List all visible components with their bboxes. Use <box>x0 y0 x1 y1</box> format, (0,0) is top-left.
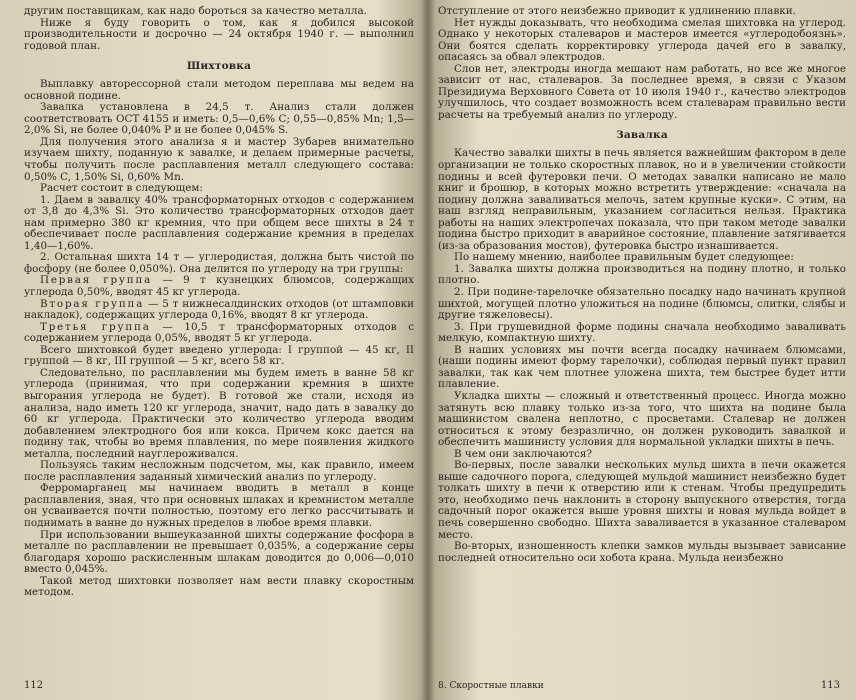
paragraph: 2. Остальная шихта 14 т — углеродистая, должна быть чистой по фосфору (не более 0,050%). Она делится по углероду на три группы: <box>24 251 414 275</box>
group-text: — 9 т кузнецких блюмсов, содержащих углерода 0,50%, вводят 45 кг углерода. <box>24 274 414 299</box>
paragraph: Качество завалки шихты в печь является важнейшим фактором в деле организации не только скоростных плавок, но и в увеличении стойкости подины и всей футеровки печи. О методах завалки написано не мало книг и брошюр, в которых можно встретить утверждение: «сначала на подину должна заваливаться мелочь, затем крупные куски». С этим, на наш взгляд неправильным, указанием согласиться нельзя. Практика работы на наших электропечах показала, что при таком методе завалки подина быстро приходит в аварийное состояние, плавление затягивается (из-за образования мостов), футеровка быстро изнашивается. <box>438 147 846 252</box>
group-label: Вторая группа <box>40 297 145 310</box>
paragraph: Укладка шихты — сложный и ответственный процесс. Иногда можно затянуть всю плавку только из-за того, что шихта на подине была машинистом свалена неплотно, с просветами. Сталевар не должен относиться к этому безразлично, он должен руководить завалкой и обеспечить машинисту условия для нормальной укладки шихты в печь. <box>438 389 846 449</box>
paragraph: Ниже я буду говорить о том, как я добился высокой производительности и досрочно — 24 октября 1940 г. — выполнил годовой план. <box>24 16 414 52</box>
paragraph: При использовании вышеуказанной шихты содержание фосфора в металле по расплавлении не превышает 0,035%, а содержание серы благодаря хорошо раскисленным шлакам доводится до 0,006—0,010 вместо 0,045%. <box>24 528 414 576</box>
page-number: 112 <box>24 680 44 691</box>
paragraph: Слов нет, электроды иногда мешают нам работать, но все же многое зависит от нас, сталеваров. За последнее время, в связи с Указом Президиума Верховного Совета от 10 июля 1940 г., качество электродов улучшилось, что создает возможность всем сталеварам правильно вести расчеты на требуемый анализ по углероду. <box>438 62 846 121</box>
section-heading: Завалка <box>616 129 668 142</box>
paragraph: Во-первых, после завалки нескольких мульд шихта в печи окажется выше садочного порога, следующей мульдой машинист неизбежно будет толкать шихту в печи к отверстию или к стенам. Чтобы предупредить это, необходимо печь наклонить в сторону выпускного отверстия, тогда садочный порог окажется выше уровня шихты и новая мульда войдет в печь совершенно свободно. Шихта заваливается в указанное сталеваром место. <box>438 459 846 541</box>
paragraph: Завалка установлена в 24,5 т. Анализ стали должен соответствовать ОСТ 4155 и иметь: 0,5—0,6% C; 0,55—0,85% Mn; 1,5—2,0% Si, не более 0,040% P и не более 0,045% S. <box>24 101 414 137</box>
paragraph: Ферромарганец мы начинаем вводить в металл в конце расплавления, зная, что при основных шлаках и кремнистом металле он усваивается почти полностью, поэтому его легко рассчитывать и поднимать в ванне до нужных пределов в любое время плавки. <box>24 482 414 529</box>
group-paragraph <box>24 322 414 345</box>
paragraph: Отступление от этого неизбежно приводит к удлинению плавки. <box>438 5 796 17</box>
left-page <box>0 0 422 700</box>
paragraph: В наших условиях мы почти всегда посадку начинаем блюмсами, (наши подины имеют форму тарелочки), соблюдая первый пункт правил завалки, так как чем плотнее уложена шихта, тем быстрее будет итти плавление. <box>438 343 846 391</box>
group-paragraph <box>24 275 414 298</box>
right-page <box>432 0 856 700</box>
paragraph: В чем они заключаются? <box>454 447 592 460</box>
paragraph: 1. Даем в завалку 40% трансформаторных отходов с содержанием от 3,8 до 4,3% Si. Это количество трансформаторных отходов дает нам примерно 380 кг кремния, что при общем весе шихты в 24 т обеспечивает после расплавления содержание кремния в пределах 1,40—1,60%. <box>24 193 414 252</box>
paragraph: Выплавку авторессорной стали методом переплава мы ведем на основной подине. <box>24 78 414 102</box>
paragraph: Следовательно, по расплавлении мы будем иметь в ванне 58 кг углерода (принимая, что при содержании кремния в шихте выгорания углерода не будет). В готовой же стали, исходя из анализа, надо иметь 120 кг углерода, значит, надо дать в завалку до 60 кг углерода. Практически это количество углерода вводим добавлением электродного боя или кокса. Причем кокс дается на подину так, чтобы во время плавления, по мере появления жидкого металла, последний науглероживался. <box>24 366 414 460</box>
paragraph: 1. Завалка шихты должна производиться на подину плотно, и только плотно. <box>438 262 846 287</box>
paragraph: другим поставщикам, как надо бороться за качество металла. <box>24 5 367 17</box>
paragraph: Нет нужды доказывать, что необходима смелая шихтовка на углерод. Однако у некоторых сталеваров и мастеров имеется «углеродобоязнь». Они боятся сделать корректировку углерода дачей его в завалку, опасаясь за обвал электродов. <box>438 16 846 64</box>
page-number: 113 <box>820 680 840 691</box>
paragraph: Пользуясь таким несложным подсчетом, мы, как правило, имеем после расплавления заданный химический анализ по углероду. <box>24 459 414 483</box>
paragraph: Расчет состоит в следующем: <box>40 182 203 195</box>
paragraph: Всего шихтовкой будет введено углерода: I группой — 45 кг, II группой — 8 кг, III группой — 5 кг, всего 58 кг. <box>24 343 414 368</box>
paragraph: По нашему мнению, наиболее правильным будет следующее: <box>454 251 794 264</box>
group-text: — 10,5 т трансформаторных отходов с содержанием углерода 0,05%, вводят 5 кг углерода. <box>24 320 414 345</box>
section-heading: Шихтовка <box>186 60 252 73</box>
paragraph: 2. При подине-тарелочке обязательно посадку надо начинать крупной шихтой, могущей плотно уложиться на подине (блюмсы, слитки, слябы и другие тяжеловесы). <box>438 286 846 322</box>
paragraph: 3. При грушевидной форме подины сначала необходимо заваливать мелкую, компактную шихту. <box>438 320 846 345</box>
group-label: Третья группа <box>40 320 151 333</box>
group-text: — 5 т нижнесалдинских отходов (от штамповки накладок), содержащих углерода 0,16%, вводят 8 кг углерода. <box>24 297 414 322</box>
paragraph: Для получения этого анализа я и мастер Зубарев внимательно изучаем шихту, поданную к завалке, и делаем примерные расчеты, чтобы получить после расплавления металл следующего состава: 0,50% C, 1,50% Si, 0,60% Mn. <box>24 135 414 183</box>
paragraph: Такой метод шихтовки позволяет нам вести плавку скоростным методом. <box>24 574 414 599</box>
printer-signature: 8. Скоростные плавки <box>438 681 544 691</box>
group-paragraph <box>24 299 414 322</box>
paragraph: Во-вторых, изношенность клепки замков мульды вызывает зависание последней относительно оси хобота крана. Мульда неизбежно <box>438 540 846 564</box>
group-label: Первая группа <box>40 274 153 287</box>
